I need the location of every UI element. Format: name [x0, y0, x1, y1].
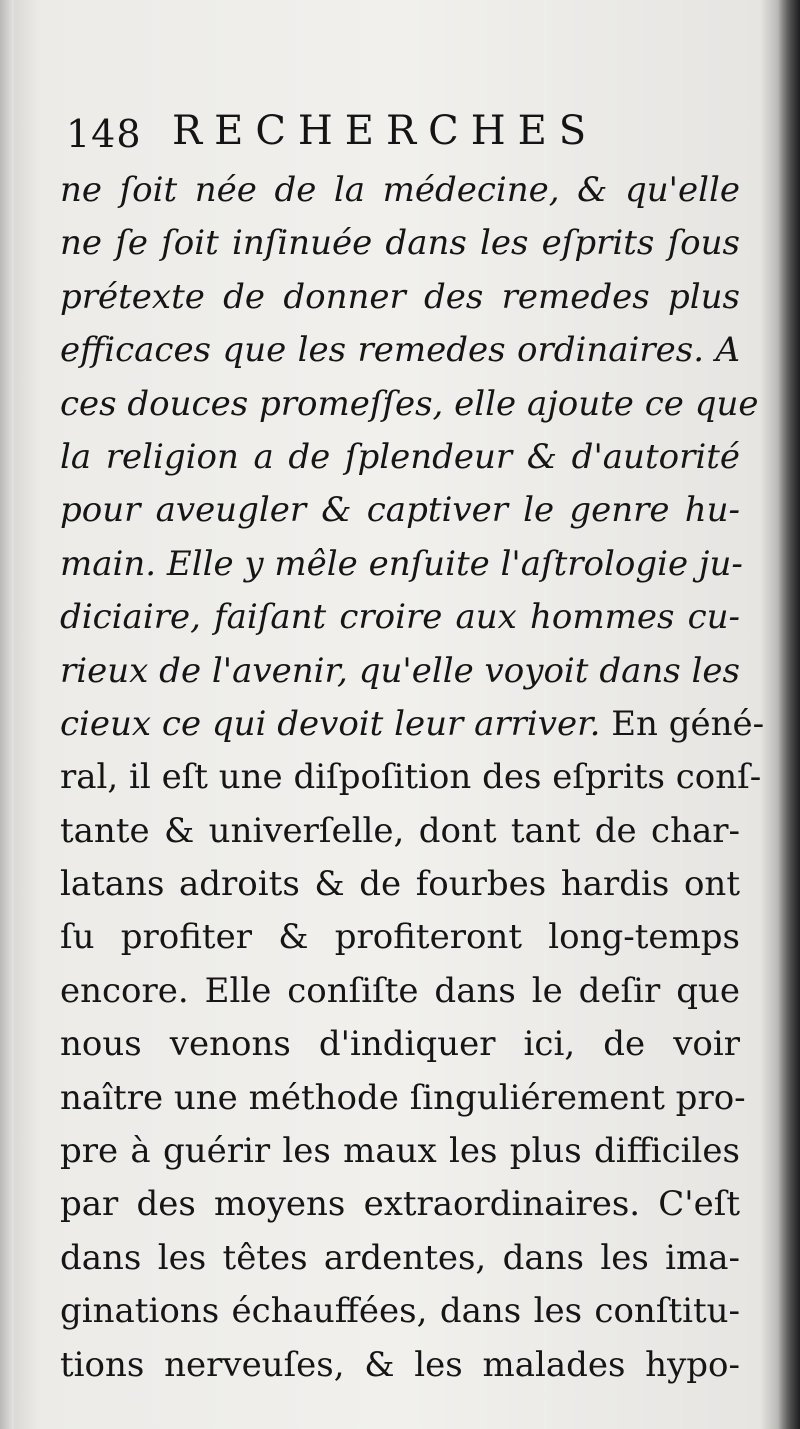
text-line: latans adroits & de fourbes hardis ont	[60, 864, 740, 905]
text-line: ſu profiter & profiteront long-temps	[60, 917, 740, 958]
text-line: ces douces promeſſes, elle ajoute ce que	[60, 383, 759, 424]
text-line: ne ſoit née de la médecine, & qu'elle	[60, 170, 740, 210]
text-line: main. Elle y mêle enſuite l'aſtrologie ju-	[60, 543, 743, 584]
text-line-italic-part: cieux ce qui devoit leur arriver.	[60, 703, 601, 744]
text-line: efficaces que les remedes ordinaires. A	[60, 330, 740, 371]
text-line: pre à guérir les maux les plus difficiles	[60, 1131, 740, 1172]
text-line: tions nerveuſes, & les malades hypo-	[60, 1344, 740, 1385]
running-title: RECHERCHES	[172, 108, 599, 154]
text-line: encore. Elle conſiſte dans le deſir que	[60, 970, 740, 1011]
page-gutter-shadow	[0, 0, 14, 1429]
text-line: tante & univerſelle, dont tant de char-	[60, 810, 740, 851]
text-line-roman-part: En géné-	[600, 703, 765, 744]
text-line: ne ſe ſoit inſinuée dans les eſprits ſous	[60, 223, 740, 264]
text-line: par des moyens extraordinaires. C'eſt	[60, 1184, 740, 1225]
text-line: diciaire, faiſant croire aux hommes cu-	[60, 597, 740, 638]
text-line: pour aveugler & captiver le genre hu-	[60, 490, 740, 531]
text-line: ginations échauffées, dans les conſtitu-	[60, 1291, 740, 1332]
text-line: dans les têtes ardentes, dans les ima-	[60, 1237, 740, 1278]
page-header	[66, 108, 716, 156]
text-line: rieux de l'avenir, qu'elle voyoit dans les	[60, 650, 740, 691]
body-text	[60, 164, 765, 1392]
page-number: 148	[66, 112, 142, 156]
text-line: ral, il eſt une diſpoſition des eſprits conſ-	[60, 757, 762, 798]
page-edge-shadow	[778, 0, 800, 1429]
text-line: naître une méthode ſinguliérement pro-	[60, 1077, 746, 1118]
text-line: prétexte de donner des remedes plus	[60, 276, 740, 317]
text-line: nous venons d'indiquer ici, de voir	[60, 1024, 740, 1065]
text-line: la religion a de ſplendeur & d'autorité	[60, 436, 740, 477]
text-line-mixed	[60, 698, 765, 751]
